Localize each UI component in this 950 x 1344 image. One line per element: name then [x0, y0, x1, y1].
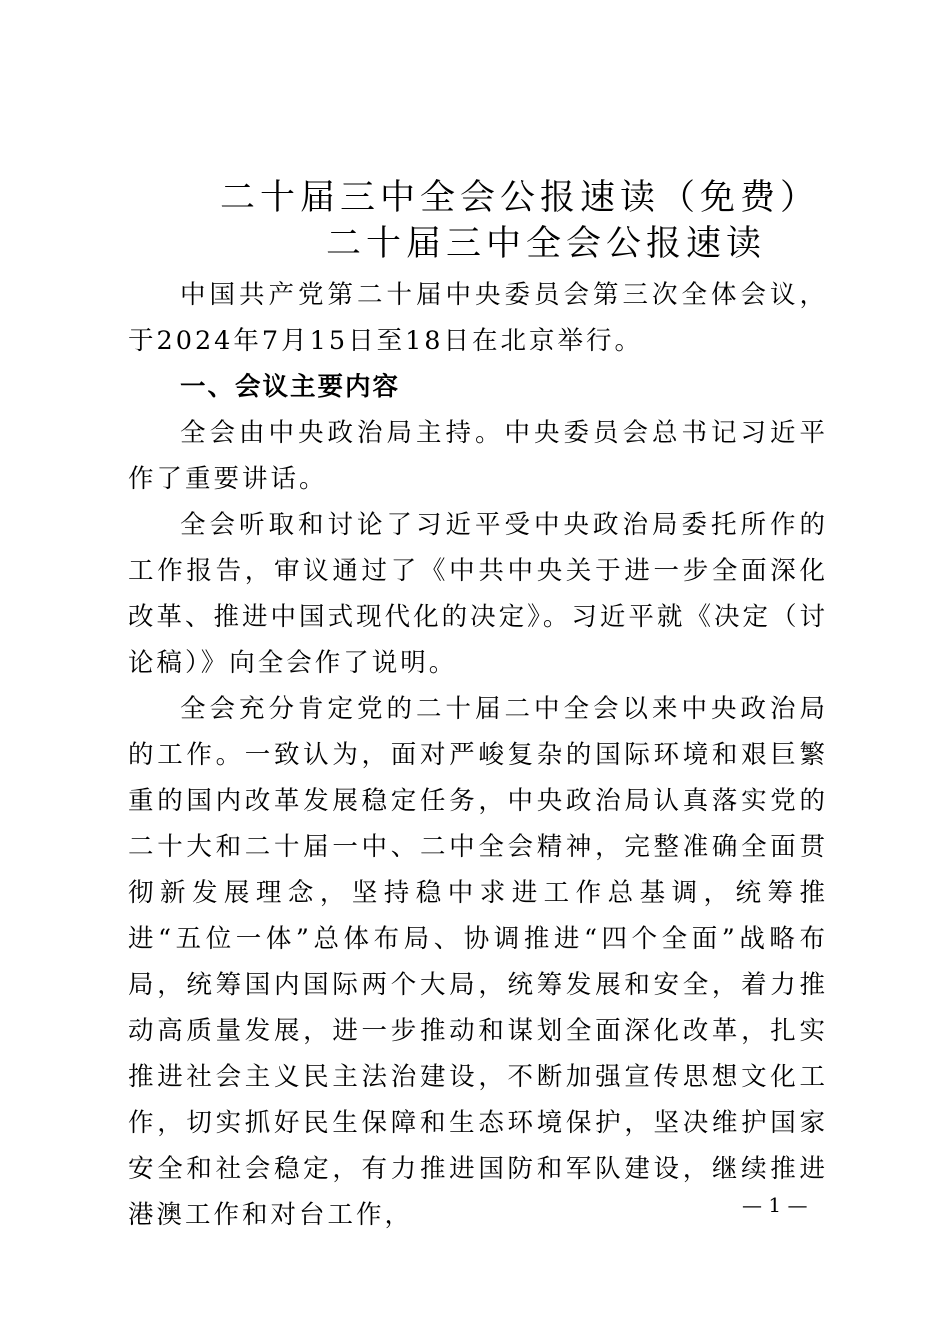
intro-paragraph: 中国共产党第二十届中央委员会第三次全体会议，于2024年7月15日至18日在北京举行。 — [128, 280, 828, 356]
section-heading: 一、会议主要内容 — [180, 372, 401, 402]
document-subtitle: 二十届三中全会公报速读 — [326, 224, 767, 264]
body-paragraph: 全会充分肯定党的二十届二中全会以来中央政治局的工作。一致认为，面对严峻复杂的国际环境和艰巨繁重的国内改革发展稳定任务，中央政治局认真落实党的二十大和二十届一中、二中全会精神，完整准确全面贯彻新发展理念，坚持稳中求进工作总基调，统筹推进“五位一体”总体布局、协调推进“四个全面”战略布局，统筹国内国际两个大局，统筹发展和安全，着力推动高质量发展，进一步推动和谋划全面深化改革，扎实推进社会主义民主法治建设，不断加强宣传思想文化工作，切实抓好民生保障和生态环境保护，坚决维护国家安全和社会稳定，有力推进国防和军队建设，继续推进港澳工作和对台工作， — [128, 694, 828, 1230]
body-paragraph: 全会由中央政治局主持。中央委员会总书记习近平作了重要讲话。 — [128, 418, 828, 494]
page-number: — 1 — — [742, 1193, 808, 1217]
document-title: 二十届三中全会公报速读（免费） — [220, 178, 821, 218]
body-paragraph: 全会听取和讨论了习近平受中央政治局委托所作的工作报告，审议通过了《中共中央关于进一步全面深化改革、推进中国式现代化的决定》。习近平就《决定（讨论稿）》向全会作了说明。 — [128, 510, 828, 678]
document-body — [128, 272, 828, 1238]
